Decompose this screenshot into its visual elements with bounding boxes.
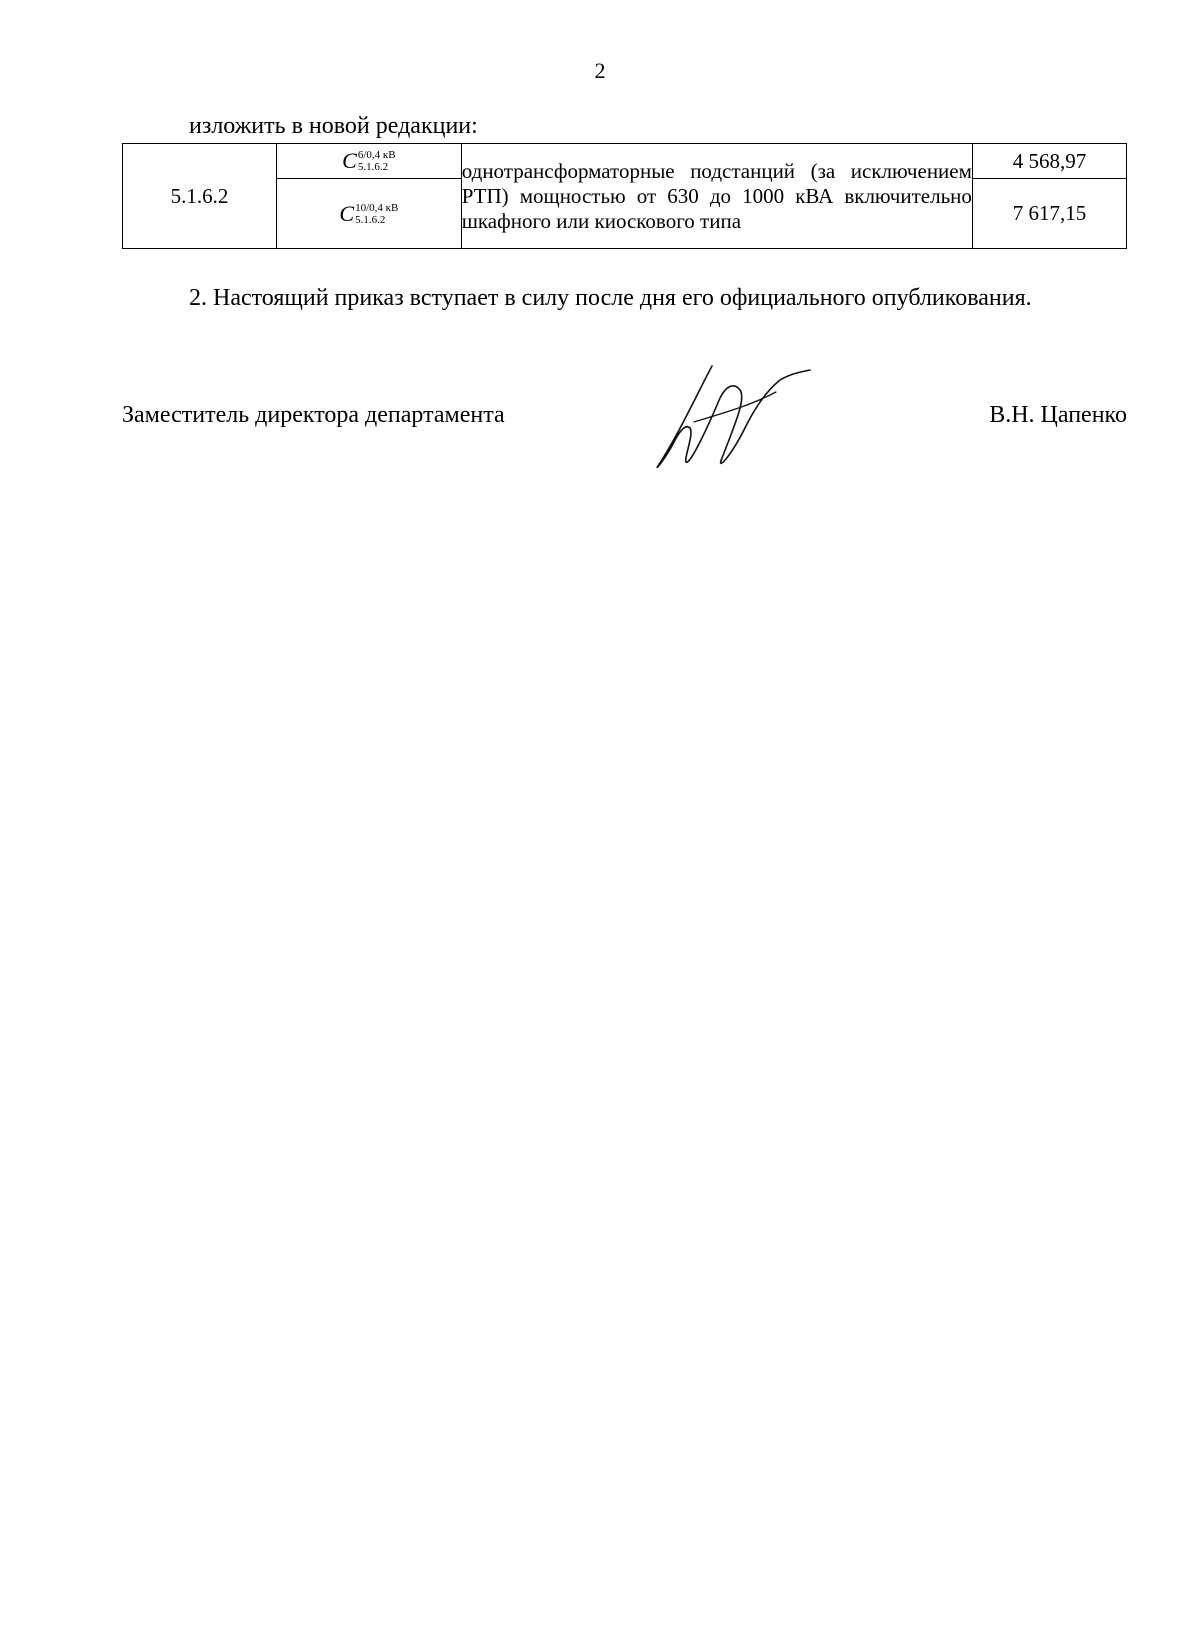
tariff-table bbox=[122, 143, 1127, 249]
item-description: однотрансформаторные подстанций (за исключением РТП) мощностью от 630 до 1000 кВА включительно шкафного или киоскового типа bbox=[461, 144, 972, 249]
rate-symbol-10kv bbox=[277, 179, 462, 249]
symbol-superscript: 6/0,4 кВ bbox=[357, 149, 396, 162]
symbol-base: C bbox=[342, 148, 357, 174]
intro-text: изложить в новой редакции: bbox=[189, 113, 478, 139]
symbol-subscript: 5.1.6.2 bbox=[357, 161, 389, 174]
rate-value-6kv: 4 568,97 bbox=[972, 144, 1126, 179]
signature-block bbox=[122, 370, 1127, 470]
clause-2: 2. Настоящий приказ вступает в силу после дня его официального опубликования. bbox=[189, 285, 1032, 311]
signer-name: В.Н. Цапенко bbox=[989, 402, 1127, 428]
rate-symbol-6kv bbox=[277, 144, 462, 179]
symbol-subscript: 5.1.6.2 bbox=[355, 213, 386, 226]
signer-position: Заместитель директора департамента bbox=[122, 402, 505, 428]
handwritten-signature bbox=[650, 362, 820, 472]
rate-value-10kv: 7 617,15 bbox=[972, 179, 1126, 249]
page-number: 2 bbox=[594, 58, 606, 83]
symbol-superscript: 10/0,4 кВ bbox=[355, 201, 399, 214]
table-row bbox=[123, 144, 1127, 179]
item-code: 5.1.6.2 bbox=[123, 144, 277, 249]
symbol-base: C bbox=[339, 200, 355, 226]
